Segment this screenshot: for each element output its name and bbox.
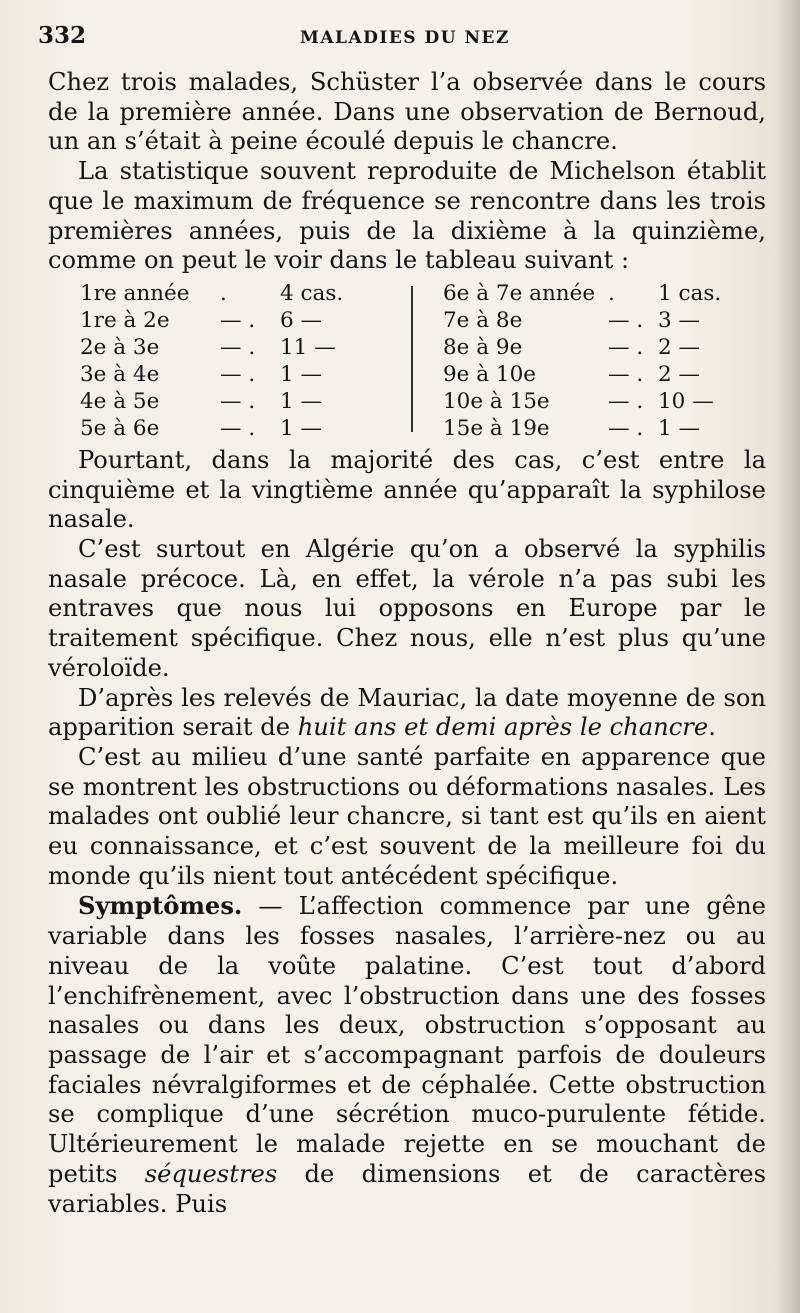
table-cell-count: 2 — <box>658 334 701 360</box>
table-cell-dash: — . <box>608 415 644 441</box>
page-header <box>38 22 778 52</box>
running-head: MALADIES DU NEZ <box>300 28 510 48</box>
table-row <box>80 388 410 415</box>
paragraph-1: Chez trois malades, Schüster l’a observée dans le cours de la première année. Dans une observation de Bernoud, un an s’était à peine écoulé depuis le chancre. <box>48 68 766 156</box>
table-cell-dash: — . <box>220 334 256 360</box>
table-cell-period: 1re à 2e <box>80 307 170 333</box>
table-row <box>80 280 410 307</box>
table-cell-count: 6 — <box>280 307 323 333</box>
table-cell-period: 8e à 9e <box>443 334 523 360</box>
table-cell-count: 1 — <box>280 361 323 387</box>
paragraph-2: La statistique souvent reproduite de Michelson établit que le maximum de fréquence se rencontre dans les trois premières années, puis de la dixième à la quinzième, comme on peut le voir dans le tableau suivant : <box>48 157 766 275</box>
table-cell-count: 2 — <box>658 361 701 387</box>
statistics-table <box>48 280 766 442</box>
paragraph-7 <box>48 891 766 1219</box>
table-row <box>443 334 773 361</box>
paragraph-6: C’est au milieu d’une santé parfaite en apparence que se montrent les obstructions ou déformations nasales. Les malades ont oublié leur chancre, si tant est qu’ils en aient eu connaissance, et c’est souvent de la meilleure foi du monde qu’ils nient tout antécédent spécifique. <box>48 742 766 890</box>
table-cell-count: 10 — <box>658 388 714 414</box>
table-cell-period: 4e à 5e <box>80 388 160 414</box>
table-row <box>443 307 773 334</box>
table-cell-count: 11 — <box>280 334 336 360</box>
paragraph-5-italic: huit ans et demi après le chancre <box>297 713 709 742</box>
table-cell-period: 3e à 4e <box>80 361 160 387</box>
table-row <box>80 361 410 388</box>
table-cell-dash: — . <box>608 334 644 360</box>
table-row <box>443 388 773 415</box>
table-cell-dash: . <box>608 280 615 306</box>
table-cell-count: 1 — <box>280 415 323 441</box>
table-cell-count: 1 — <box>280 388 323 414</box>
table-cell-period: 7e à 8e <box>443 307 523 333</box>
table-cell-dash: — . <box>220 388 256 414</box>
paragraph-7-end: de dimensions et de caractères variables. Puis <box>48 1159 766 1218</box>
table-cell-dash: — . <box>608 361 644 387</box>
table-cell-count: 4 cas. <box>280 280 344 306</box>
paragraph-5-start: D’après les relevés de Mauriac, la date moyenne de son apparition serait de <box>48 683 766 742</box>
table-cell-dash: — . <box>608 307 644 333</box>
table-cell-period: 10e à 15e <box>443 388 550 414</box>
table-divider <box>411 286 413 432</box>
table-cell-dash: — . <box>220 361 256 387</box>
table-row <box>80 415 410 442</box>
table-row <box>80 307 410 334</box>
table-column-left <box>80 280 410 442</box>
paragraph-7-text: — L’affection commence par une gêne variable dans les fosses nasales, l’arrière-nez ou au niveau de la voûte palatine. C’est tout d’abord l’enchifrènement, avec l’obstruction dans une des fosses nasales ou dans les deux, obstruction s’opposant au passage de l’air et s’accompagnant parfois de douleurs faciales névralgiformes et de céphalée. Cette obstruction se complique d’une sécrétion muco-purulente fétide. Ultérieurement le malade rejette en se mouchant de petits <box>48 892 766 1188</box>
table-cell-dash: — . <box>608 388 644 414</box>
table-cell-period: 5e à 6e <box>80 415 160 441</box>
table-cell-count: 3 — <box>658 307 701 333</box>
table-row <box>443 361 773 388</box>
table-cell-period: 6e à 7e année <box>443 280 596 306</box>
table-cell-dash: — . <box>220 415 256 441</box>
table-column-right <box>443 280 773 442</box>
paragraph-4: C’est surtout en Algérie qu’on a observé la syphilis nasale précoce. Là, en effet, la vérole n’a pas subi les entraves que nous lui opposons en Europe par le traitement spécifique. Chez nous, elle n’est plus qu’une véroloïde. <box>48 535 766 682</box>
table-row <box>443 280 773 307</box>
table-row <box>443 415 773 442</box>
paragraph-5-end: . <box>708 713 716 742</box>
table-cell-period: 15e à 19e <box>443 415 550 441</box>
table-cell-period: 1re année <box>80 280 190 306</box>
table-cell-period: 9e à 10e <box>443 361 536 387</box>
table-cell-count: 1 — <box>658 415 701 441</box>
table-cell-period: 2e à 3e <box>80 334 160 360</box>
table-row <box>80 334 410 361</box>
paragraph-5 <box>48 684 766 743</box>
body-text <box>48 68 766 1219</box>
section-heading-symptomes: Symptômes. <box>78 891 243 921</box>
paragraph-3: Pourtant, dans la majorité des cas, c’est entre la cinquième et la vingtième année qu’apparaît la syphilose nasale. <box>48 445 766 534</box>
paragraph-7-italic: séquestres <box>144 1159 278 1188</box>
table-cell-count: 1 cas. <box>658 280 722 306</box>
page-number: 332 <box>38 22 87 49</box>
table-cell-dash: — . <box>220 307 256 333</box>
table-cell-dash: . <box>220 280 227 306</box>
